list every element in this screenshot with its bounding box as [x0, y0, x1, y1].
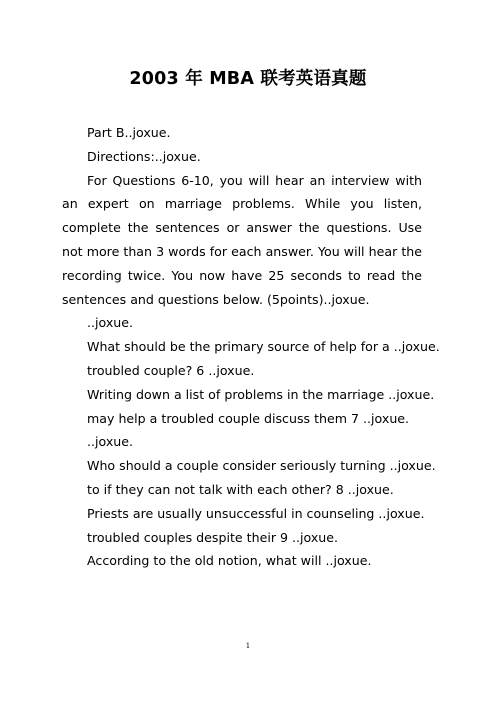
paragraph-instructions: For Questions 6-10, you will hear an interview with an expert on marriage problems. While you listen, complete the sentences or answer the questions. Use not more than 3 words for each answer. You will hear the recording twice. You now have 25 seconds to read the sentences and questions below. (5points)..joxue. [62, 172, 422, 307]
text-line: ..joxue. [87, 434, 134, 450]
question-line: Writing down a list of problems in the marriage ..joxue. [87, 386, 435, 402]
page-number: 1 [245, 642, 251, 650]
text-line: ..joxue. [87, 315, 134, 331]
question-line: troubled couples despite their 9 ..joxue. [87, 529, 339, 545]
paragraph-part-b: Part B..joxue. [87, 125, 171, 140]
document-title: 2003 年 MBA 联考英语真题 [129, 69, 367, 89]
question-line: What should be the primary source of help for a ..joxue. [87, 339, 440, 355]
question-line: may help a troubled couple discuss them 7 ..joxue. [87, 410, 410, 426]
question-line: Who should a couple consider seriously turning ..joxue. [87, 458, 436, 474]
question-line: Priests are usually unsuccessful in counseling ..joxue. [87, 505, 425, 521]
question-line: According to the old notion, what will ..joxue. [87, 553, 372, 569]
document-body [62, 121, 440, 573]
question-line: to if they can not talk with each other? 8 ..joxue. [87, 481, 394, 497]
question-line: troubled couple? 6 ..joxue. [87, 362, 255, 378]
paragraph-directions: Directions:..joxue. [87, 148, 201, 164]
